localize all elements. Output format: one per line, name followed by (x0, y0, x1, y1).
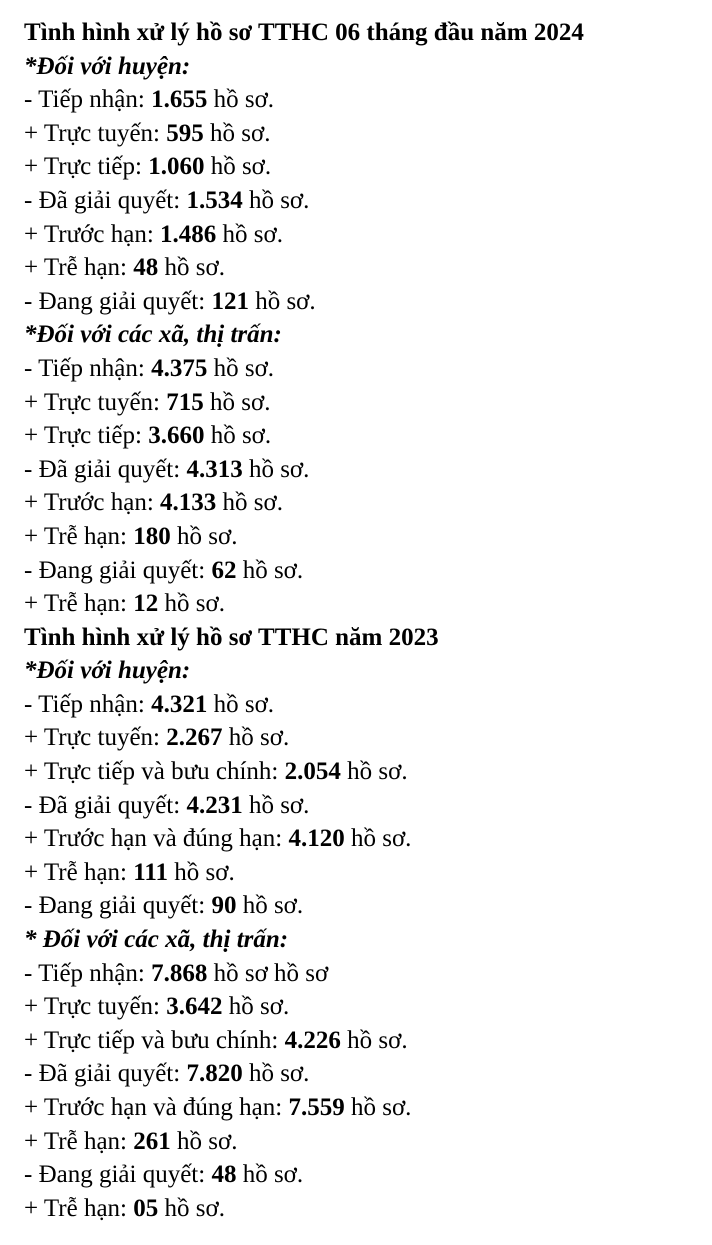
stat-line: + Trực tiếp và bưu chính: 2.054 hồ sơ. (24, 758, 408, 786)
stat-value: 1.060 (148, 153, 205, 181)
stat-value: 7.820 (186, 1060, 243, 1088)
stat-line: - Tiếp nhận: 1.655 hồ sơ. (24, 86, 275, 114)
stat-value: 2.054 (284, 758, 341, 786)
stat-line: + Trước hạn và đúng hạn: 4.120 hồ sơ. (24, 825, 412, 853)
stat-value: 4.133 (160, 489, 217, 517)
stat-line: + Trễ hạn: 05 hồ sơ. (24, 1194, 225, 1222)
stat-value: 1.655 (151, 86, 208, 114)
stat-line: + Trực tuyến: 3.642 hồ sơ. (24, 993, 290, 1021)
stat-value: 48 (211, 1161, 237, 1189)
stat-value: 2.267 (166, 724, 223, 752)
stat-value: 4.226 (284, 1026, 341, 1054)
stat-value: 90 (211, 892, 237, 920)
group-heading-communes-2024: *Đối với các xã, thị trấn: (24, 321, 282, 349)
stat-line: + Trực tuyến: 715 hồ sơ. (24, 388, 271, 416)
group-heading-communes-2023: * Đối với các xã, thị trấn: (24, 926, 289, 954)
stat-line: + Trực tuyến: 2.267 hồ sơ. (24, 724, 290, 752)
stat-value: 3.642 (166, 993, 223, 1021)
stat-value: 7.559 (288, 1094, 345, 1121)
stat-value: 111 (133, 858, 169, 886)
stat-value: 7.868 (151, 959, 208, 987)
stat-line: + Trực tiếp: 3.660 hồ sơ. (24, 422, 272, 450)
stat-value: 05 (133, 1194, 159, 1222)
stat-line: + Trễ hạn: 180 hồ sơ. (24, 522, 238, 550)
stat-value: 121 (211, 287, 249, 315)
stat-value: 4.231 (186, 791, 243, 819)
stat-value: 62 (211, 556, 237, 584)
stat-value: 12 (133, 590, 159, 618)
stat-line: - Đang giải quyết: 121 hồ sơ. (24, 287, 316, 315)
stat-line: - Đã giải quyết: 1.534 hồ sơ. (24, 186, 310, 214)
stat-value: 1.534 (186, 186, 243, 214)
stat-line: - Tiếp nhận: 4.375 hồ sơ. (24, 354, 275, 382)
stat-line: + Trực tiếp và bưu chính: 4.226 hồ sơ. (24, 1026, 408, 1054)
stat-value: 4.120 (288, 825, 345, 853)
stat-value: 1.486 (160, 220, 217, 248)
stat-value: 261 (133, 1127, 171, 1155)
section-title-2023: Tình hình xử lý hồ sơ TTHC năm 2023 (24, 623, 439, 651)
stat-value: 4.321 (151, 690, 208, 718)
stat-value: 4.375 (151, 354, 208, 382)
stat-line: + Trễ hạn: 261 hồ sơ. (24, 1127, 238, 1155)
stat-line: + Trực tiếp: 1.060 hồ sơ. (24, 153, 272, 181)
stat-value: 595 (166, 119, 204, 147)
stat-line: + Trước hạn và đúng hạn: 7.559 hồ sơ. (24, 1094, 412, 1121)
stat-line: + Trễ hạn: 12 hồ sơ. (24, 590, 225, 618)
stat-value: 3.660 (148, 422, 205, 450)
stat-value: 715 (166, 388, 204, 416)
stat-value: 180 (133, 522, 171, 550)
stat-line: - Tiếp nhận: 4.321 hồ sơ. (24, 690, 275, 718)
stat-line: - Đang giải quyết: 48 hồ sơ. (24, 1161, 304, 1189)
stat-line: + Trễ hạn: 48 hồ sơ. (24, 254, 225, 282)
stat-value: 4.313 (186, 455, 243, 483)
stat-line: - Đã giải quyết: 4.313 hồ sơ. (24, 455, 310, 483)
stat-line: - Đang giải quyết: 62 hồ sơ. (24, 556, 304, 584)
stat-line: - Tiếp nhận: 7.868 hồ sơ hồ sơ (24, 959, 329, 987)
stat-line: - Đã giải quyết: 4.231 hồ sơ. (24, 791, 310, 819)
stat-line: + Trễ hạn: 111 hồ sơ. (24, 858, 235, 886)
stat-value: 48 (133, 254, 159, 282)
section-title-2024: Tình hình xử lý hồ sơ TTHC 06 tháng đầu năm 2024 (24, 19, 584, 46)
group-heading-district-2023: *Đối với huyện: (24, 657, 191, 685)
stat-line: - Đang giải quyết: 90 hồ sơ. (24, 892, 304, 920)
stat-line: + Trước hạn: 1.486 hồ sơ. (24, 220, 283, 248)
stat-line: + Trước hạn: 4.133 hồ sơ. (24, 489, 283, 517)
group-heading-district-2024: *Đối với huyện: (24, 52, 191, 80)
stat-line: + Trực tuyến: 595 hồ sơ. (24, 119, 271, 147)
stat-line: - Đã giải quyết: 7.820 hồ sơ. (24, 1060, 310, 1088)
